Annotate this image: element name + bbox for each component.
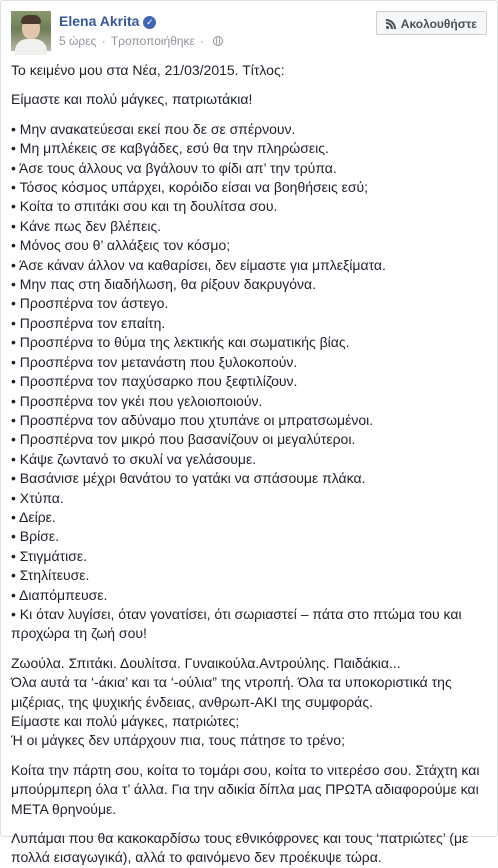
intro-line: Το κειμένο μου στα Νέα, 21/03/2015. Τίτλος: bbox=[11, 62, 285, 78]
follow-button[interactable] bbox=[376, 11, 487, 35]
bullet-list bbox=[11, 120, 493, 644]
bullet-item: • Άσε τους άλλους να βγάλουν το φίδι απ’ την τρύπα. bbox=[11, 159, 337, 176]
bullet-item: • Στηλίτευσε. bbox=[11, 567, 90, 584]
bullet-item: • Τόσος κόσμος υπάρχει, κορόιδο είσαι να βοηθήσεις εσύ; bbox=[11, 179, 369, 196]
rss-icon bbox=[386, 19, 396, 29]
meta-separator: · bbox=[200, 34, 205, 48]
author-name[interactable]: Elena Akrita bbox=[59, 13, 140, 29]
paragraph-1-line: Όλα αυτά τα ‘-άκια’ και τα ‘-ούλια” της ντροπή. Όλα τα υποκοριστικά της μιζέριας, της ψυχικής ένδειας, ανθρωπ-ΑΚΙ της συμφοράς. bbox=[11, 674, 452, 710]
bullet-item: • Κάνε πως δεν βλέπεις. bbox=[11, 217, 162, 234]
avatar[interactable] bbox=[11, 11, 51, 51]
bullet-item: • Μόνος σου θ’ αλλάξεις τον κόσμο; bbox=[11, 237, 231, 254]
bullet-item: • Δείρε. bbox=[11, 508, 56, 525]
meta-separator: · bbox=[101, 34, 106, 48]
post-meta bbox=[59, 33, 223, 49]
bullet-item: • Διαπόμπευσε. bbox=[11, 586, 108, 603]
verified-badge-icon: ✓ bbox=[143, 16, 156, 29]
bullet-item: • Προσπέρνα το θύμα της λεκτικής και σωματικής βίας. bbox=[11, 334, 350, 351]
follow-label: Ακολουθήστε bbox=[400, 17, 477, 31]
bullet-item: • Κάψε ζωντανό το σκυλί να γελάσουμε. bbox=[11, 450, 257, 467]
paragraph-2: Κοίτα την πάρτη σου, κοίτα το τομάρι σου, κοίτα το νιτερέσο σου. Στάχτη και μπούρμπερη όλα τ’ άλλα. Για την αδικία δίπλα μας ΠΡΩΤΑ αδιαφορούμε και ΜΕΤΑ θρηνούμε. bbox=[11, 761, 480, 817]
edited-label[interactable]: Τροποποιήθηκε bbox=[110, 34, 195, 48]
bullet-item: • Κι όταν λυγίσει, όταν γονατίσει, ότι σωριαστεί – πάτα στο πτώμα του και προχώρα τη ζωή σου! bbox=[11, 605, 462, 642]
bullet-item: • Μην ανακατεύεσαι εκεί που δε σε σπέρνουν. bbox=[11, 120, 296, 137]
author-name-line bbox=[59, 12, 156, 30]
bullet-item: • Μην πας στη διαδήλωση, θα ρίξουν δακρυγόνα. bbox=[11, 276, 317, 293]
bullet-item: • Μη μπλέκεις σε καβγάδες, εσύ θα την πληρώσεις. bbox=[11, 140, 329, 157]
paragraph-3: Λυπάμαι που θα κακοκαρδίσω τους εθνικόφρονες και τους ‘πατριώτες’ (με πολλά εισαγωγικά), αλλά το φαινόμενο δεν προέκυψε τώρα. bbox=[11, 830, 469, 866]
bullet-item: • Βρίσε. bbox=[11, 528, 59, 545]
paragraph-1-line: Ζωούλα. Σπιτάκι. Δουλίτσα. Γυναικούλα.Αντρούλης. Παιδάκια... bbox=[11, 654, 401, 671]
paragraph-1 bbox=[11, 654, 493, 751]
paragraph-1-line: Είμαστε και πολύ μάγκες, πατριώτες; bbox=[11, 713, 240, 729]
globe-icon[interactable] bbox=[213, 36, 223, 46]
bullet-item: • Προσπέρνα τον μετανάστη που ξυλοκοπούν. bbox=[11, 353, 298, 370]
post-title: Είμαστε και πολύ μάγκες, πατριωτάκια! bbox=[11, 91, 253, 108]
bullet-item: • Προσπέρνα τον επαίτη. bbox=[11, 314, 166, 331]
bullet-item: • Άσε κάναν άλλον να καθαρίσει, δεν είμαστε για μπλεξίματα. bbox=[11, 256, 386, 273]
bullet-item: • Προσπέρνα τον παχύσαρκο που ξεφτιλίζουν. bbox=[11, 373, 298, 390]
paragraph-1-line: Ή οι μάγκες δεν υπάρχουν πια, τους πάτησε το τρένο; bbox=[11, 732, 345, 749]
bullet-item: • Στιγμάτισε. bbox=[11, 547, 87, 564]
post-time[interactable]: 5 ώρες bbox=[59, 34, 97, 48]
bullet-item: • Προσπέρνα τον μικρό που βασανίζουν οι μεγαλύτεροι. bbox=[11, 431, 356, 448]
bullet-item: • Χτύπα. bbox=[11, 489, 64, 506]
post-header bbox=[11, 11, 487, 51]
bullet-item: • Βασάνισε μέχρι θανάτου το γατάκι να σπάσουμε πλάκα. bbox=[11, 470, 366, 487]
bullet-item: • Κοίτα το σπιτάκι σου και τη δουλίτσα σου. bbox=[11, 198, 278, 215]
bullet-item: • Προσπέρνα τον άστεγο. bbox=[11, 295, 169, 312]
bullet-item: • Προσπέρνα τον γκέι που γελοιοποιούν. bbox=[11, 392, 263, 409]
bullet-item: • Προσπέρνα τον αδύναμο που χτυπάνε οι μπρατσωμένοι. bbox=[11, 411, 374, 428]
post-body bbox=[11, 61, 493, 868]
